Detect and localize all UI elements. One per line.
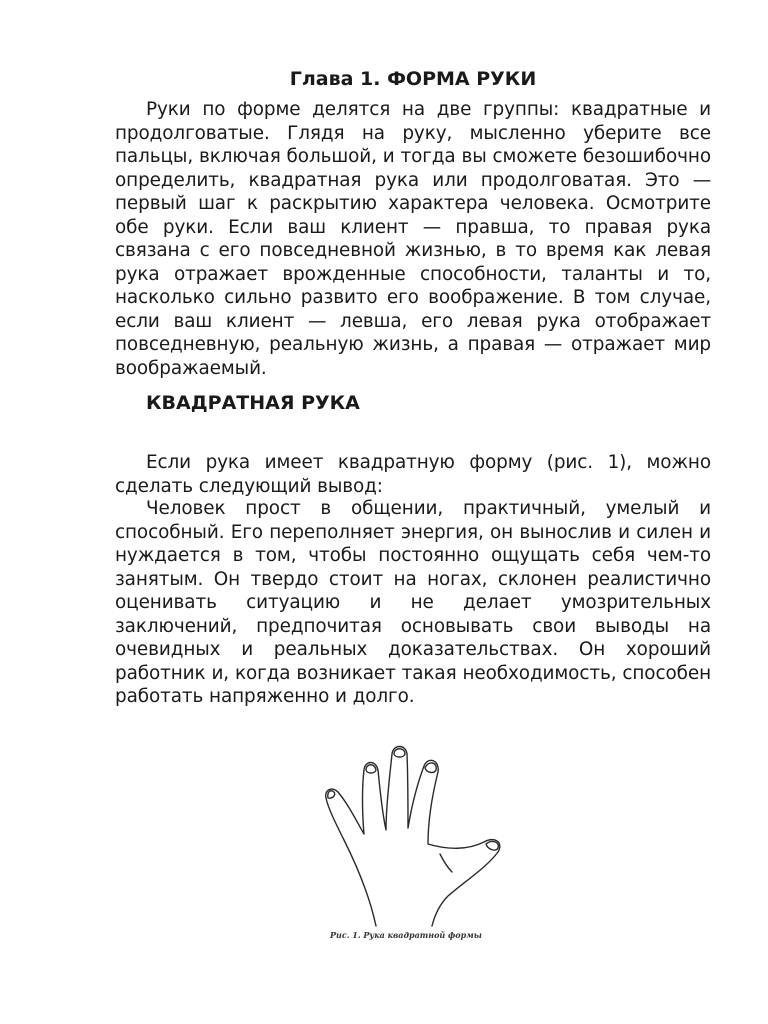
section-heading: КВАДРАТНАЯ РУКА [146,392,360,414]
square-hand-paragraph-2: Человек прост в общении, практичный, умелый и способный. Его переполняет энергия, он вынослив и силен и нуждается в том, чтобы постоянно ощущать себя чем-то занятым. Он твердо стоит на ногах, склонен реалистично оценивать ситуацию и не делает умозрительных заключений, предпочитая основывать свои выводы на очевидных и реальных доказательствах. Он хороший работник и, когда возникает такая необходимость, способен работать напряженно и долго. [115,498,711,707]
figure-caption: Рис. 1. Рука квадратной формы [330,930,482,940]
intro-paragraph: Руки по форме делятся на две группы: квадратные и продолговатые. Глядя на руку, мысленно уберите все пальцы, включая большой, и тогда вы сможете безошибочно определить, квадратная рука или продолговатая. Это — первый шаг к раскрытию характера человека. Осмотрите обе руки. Если ваш клиент — правша, то правая рука связана с его повседневной жизнью, в то время как левая рука отражает врожденные способности, таланты и то, насколько сильно развито его воображение. В том случае, если ваш клиент — левша, его левая рука отображает повседневную, реальную жизнь, а правая — отражает мир воображаемый. [115,99,711,379]
square-hand-paragraph-1: Если рука имеет квадратную форму (рис. 1), можно сделать следующий вывод: [115,452,711,497]
chapter-title: Глава 1. ФОРМА РУКИ [289,68,537,90]
square-hand-illustration-icon [318,738,518,928]
